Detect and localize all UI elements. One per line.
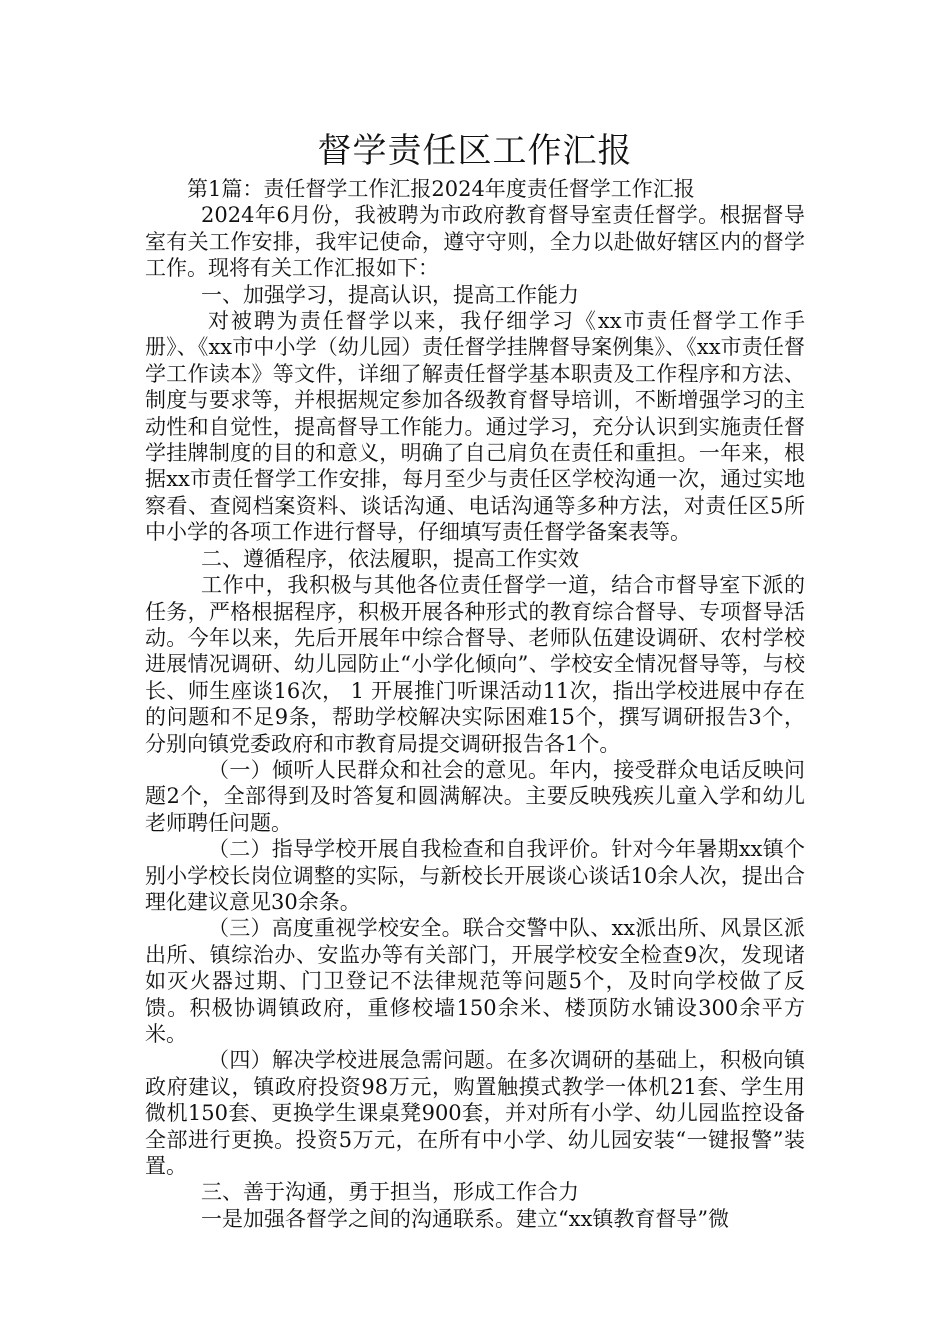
section-heading-3: 三、善于沟通，勇于担当，形成工作合力 bbox=[201, 1180, 579, 1205]
subsection-paragraph-3: （三）高度重视学校安全。联合交警中队、xx派出所、风景区派出所、镇综治办、安监办等有关部门，开展学校安全检查9次，发现诸如灭火器过期、门卫登记不法律规范等问题5个，及时向学校做了反馈。积极协调镇政府，重修校墙150余米、楼顶防水铺设300余平方米。 bbox=[145, 916, 805, 1046]
body-paragraph: 一是加强各督学之间的沟通联系。建立“xx镇教育督导”微 bbox=[201, 1206, 730, 1231]
body-paragraph: 工作中，我积极与其他各位责任督学一道，结合市督导室下派的任务，严格根据程序，积极开展各种形式的教育综合督导、专项督导活动。今年以来，先后开展年中综合督导、老师队伍建设调研、农村学校进展情况调研、幼儿园防止“小学化倾向”、学校安全情况督导等，与校长、师生座谈16次， 1 开展推门听课活动11次，指出学校进展中存在的问题和不足9条，帮助学校解决实际困难15个，撰写调研报告3个，分别向镇党委政府和市教育局提交调研报告各1个。 bbox=[145, 573, 805, 756]
chapter-heading: 第1篇：责任督学工作汇报2024年度责任督学工作汇报 bbox=[187, 177, 695, 201]
subsection-paragraph-1: （一）倾听人民群众和社会的意见。年内，接受群众电话反映问题2个，全部得到及时答复和圆满解决。主要反映残疾儿童入学和幼儿老师聘任问题。 bbox=[145, 757, 805, 835]
section-heading-2: 二、遵循程序，依法履职，提高工作实效 bbox=[201, 546, 579, 571]
section-heading-1: 一、加强学习，提高认识，提高工作能力 bbox=[201, 282, 579, 307]
document-page bbox=[145, 128, 805, 1232]
intro-paragraph: 2024年6月份，我被聘为市政府教育督导室责任督学。根据督导室有关工作安排，我牢记使命，遵守守则，全力以赴做好辖区内的督学工作。现将有关工作汇报如下： bbox=[145, 203, 805, 281]
subsection-paragraph-4: （四）解决学校进展急需问题。在多次调研的基础上，积极向镇政府建议，镇政府投资98万元，购置触摸式教学一体机21套、学生用微机150套、更换学生课桌凳900套，并对所有小学、幼儿园监控设备全部进行更换。投资5万元，在所有中小学、幼儿园安装“一键报警”装置。 bbox=[145, 1048, 805, 1179]
subsection-paragraph-2: （二）指导学校开展自我检查和自我评价。针对今年暑期xx镇个别小学校长岗位调整的实际，与新校长开展谈心谈话10余人次，提出合理化建议意见30余条。 bbox=[145, 837, 805, 914]
body-paragraph: 对被聘为责任督学以来，我仔细学习《xx市责任督学工作手册》、《xx市中小学（幼儿园）责任督学挂牌督导案例集》、《xx市责任督学工作读本》等文件，详细了解责任督学基本职责及工作程序和方法、制度与要求等，并根据规定参加各级教育督导培训，不断增强学习的主动性和自觉性，提高督导工作能力。通过学习，充分认识到实施责任督学挂牌制度的目的和意义，明确了自己肩负在责任和重担。一年来，根据xx市责任督学工作安排，每月至少与责任区学校沟通一次，通过实地察看、查阅档案资料、谈话沟通、电话沟通等多种方法，对责任区5所中小学的各项工作进行督导，仔细填写责任督学备案表等。 bbox=[145, 309, 805, 545]
document-title: 督学责任区工作汇报 bbox=[317, 131, 633, 171]
